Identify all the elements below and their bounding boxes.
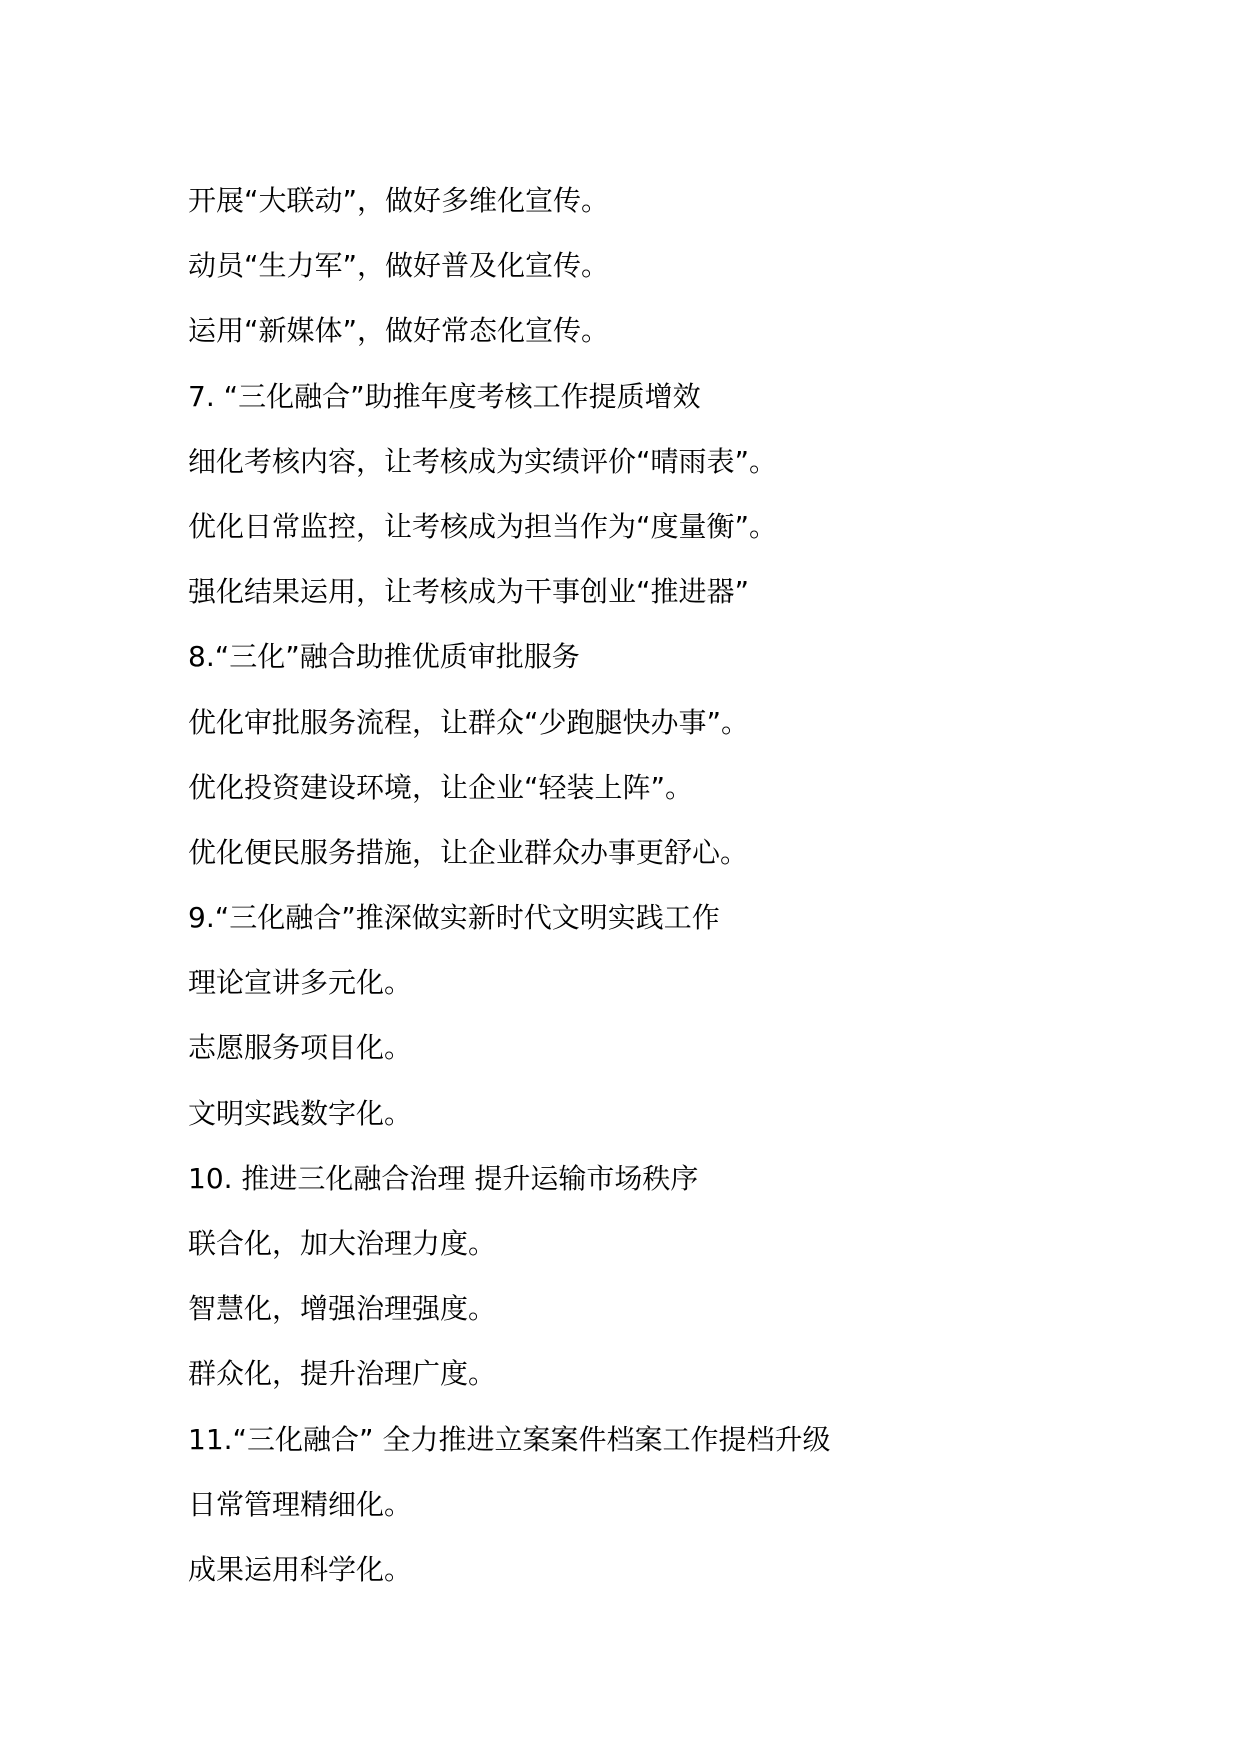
text-line: 文明实践数字化。 <box>188 1096 413 1130</box>
text-line: 群众化，提升治理广度。 <box>188 1357 497 1391</box>
section-heading: 8.“三化”融合助推优质审批服务 <box>188 640 580 674</box>
text-line: 强化结果运用，让考核成为干事创业“推进器” <box>188 575 750 609</box>
section-heading: 7. “三化融合”助推年度考核工作提质增效 <box>188 379 701 413</box>
text-line: 日常管理精细化。 <box>188 1487 413 1521</box>
text-line: 优化审批服务流程，让群众“少跑腿快办事”。 <box>188 705 750 739</box>
text-line: 智慧化，增强治理强度。 <box>188 1292 497 1326</box>
section-heading: 9.“三化融合”推深做实新时代文明实践工作 <box>188 901 720 935</box>
text-line: 成果运用科学化。 <box>188 1552 413 1586</box>
text-line: 理论宣讲多元化。 <box>188 966 413 1000</box>
section-heading: 11.“三化融合” 全力推进立案案件档案工作提档升级 <box>188 1422 831 1456</box>
text-line: 细化考核内容，让考核成为实绩评价“晴雨表”。 <box>188 444 778 478</box>
text-line: 优化日常监控，让考核成为担当作为“度量衡”。 <box>188 509 778 543</box>
text-line: 优化便民服务措施，让企业群众办事更舒心。 <box>188 835 749 869</box>
text-line: 运用“新媒体”，做好常态化宣传。 <box>188 314 610 348</box>
text-line: 志愿服务项目化。 <box>188 1031 413 1065</box>
text-line: 优化投资建设环境，让企业“轻装上阵”。 <box>188 770 694 804</box>
text-line: 动员“生力军”，做好普及化宣传。 <box>188 249 610 283</box>
section-heading: 10. 推进三化融合治理 提升运输市场秩序 <box>188 1161 699 1195</box>
text-line: 联合化，加大治理力度。 <box>188 1227 497 1260</box>
text-line: 开展“大联动”，做好多维化宣传。 <box>188 184 610 217</box>
document-body <box>188 168 1148 1602</box>
